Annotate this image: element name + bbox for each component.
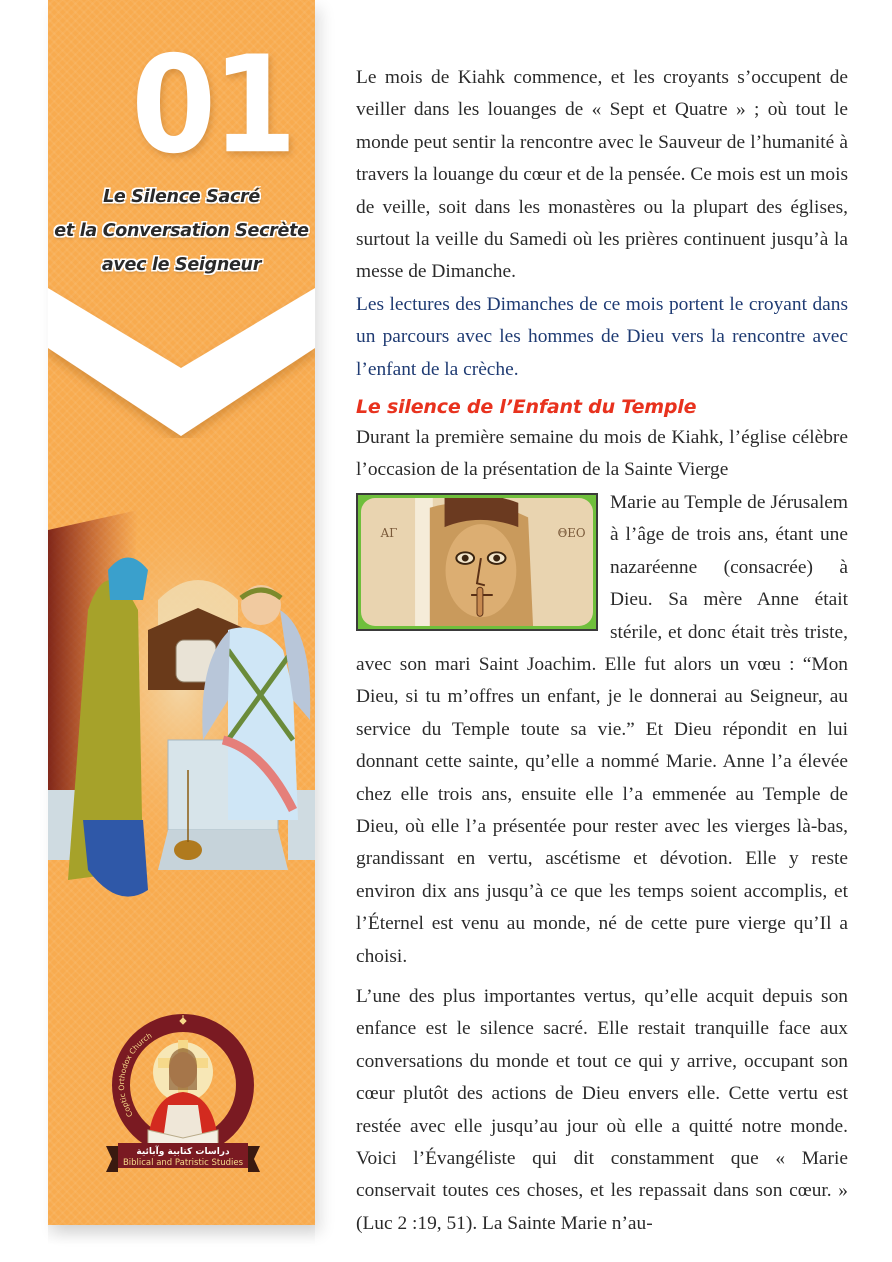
chevron-down-icon (48, 268, 315, 438)
virgin-mary-fresco-image (356, 493, 598, 631)
chapter-title (48, 180, 315, 282)
article-body (356, 62, 848, 1240)
logo-arc-text: Coptic Orthodox Church (117, 1030, 154, 1119)
logo-arabic-text: دراسات كتابية وآبائية (136, 1147, 230, 1157)
section-paragraph-1-lead: Durant la première semaine du mois de Kiahk, l’église célèbre l’occasion de la présentation de la Sainte Vierge (356, 427, 848, 481)
intro-paragraph: Le mois de Kiahk commence, et les croyants s’occupent de veiller dans les louanges de « Sept et Quatre » ; où tout le monde peut sentir la rencontre avec le Sauveur de l’humanité à travers la louange du cœur et de la pensée. Ce mois est un mois de veille, soit dans les monastères ou la plupart des églises, surtout la veille du Samedi où les prières continuent jusqu’à la messe de Dimanche. (356, 67, 848, 283)
chapter-sidebar (48, 0, 315, 1225)
temple-illustration (48, 490, 315, 920)
chapter-title-line-2: et la Conversation Secrète (54, 221, 309, 241)
chapter-number: 01 (131, 27, 293, 184)
highlight-paragraph: Les lectures des Dimanches de ce mois portent le croyant dans un parcours avec les hommes de Dieu vers la rencontre avec l’enfant de la crèche. (356, 293, 848, 380)
logo-english-text: Biblical and Patristic Studies (122, 1158, 244, 1168)
page-shadow (48, 1225, 315, 1245)
section-paragraph-2: L’une des plus importantes vertus, qu’elle acquit depuis son enfance est le silence sacré. Elle restait tranquille face aux conversations du monde et tout ce qui y arrive, occupant son cœur plutôt des actions de Dieu envers elle. Cette vertu est restée avec elle jusqu’au jour où elle a quitté notre monde. Voici l’Évangéliste qui dit constamment que « Marie conservait toutes ces choses, et les repassait dans son cœur. » (Luc 2 :19, 51). La Sainte Marie n’au- (356, 985, 848, 1234)
chapter-title-line-3: avec le Seigneur (101, 255, 262, 275)
svg-text:ΑΓ: ΑΓ (380, 525, 398, 540)
section-paragraph-1: Marie au Temple de Jérusalem à l’âge de trois ans, étant une nazaréenne (consacrée) à Dieu. Sa mère Anne était stérile, et donc était très triste, avec son mari Saint Joachim. Elle fut alors un vœu : “Mon Dieu, si tu m’offres un enfant, je le donnerai au Seigneur, au service du Temple toute sa vie.” Et Dieu répondit en lui donnant cette sainte, qu’elle a nommé Marie. Anne l’a élevée chez elle trois ans, ensuite elle l’a emmenée au Temple de Dieu, où elle l’a présentée pour rester avec les vierges là-bas, grandissant en vertu, ascétisme et dévotion. Elle y reste environ dix ans jusqu’à ce que les temps soient accomplis, et l’Éternel est venu au monde, né de cette pure vierge qu’Il a choisi. (356, 491, 848, 967)
biblical-patristic-studies-logo (98, 1010, 268, 1185)
chapter-title-line-1: Le Silence Sacré (103, 187, 260, 207)
svg-text:ΘΕΟ: ΘΕΟ (557, 525, 586, 540)
section-heading: Le silence de l’Enfant du Temple (356, 396, 697, 419)
